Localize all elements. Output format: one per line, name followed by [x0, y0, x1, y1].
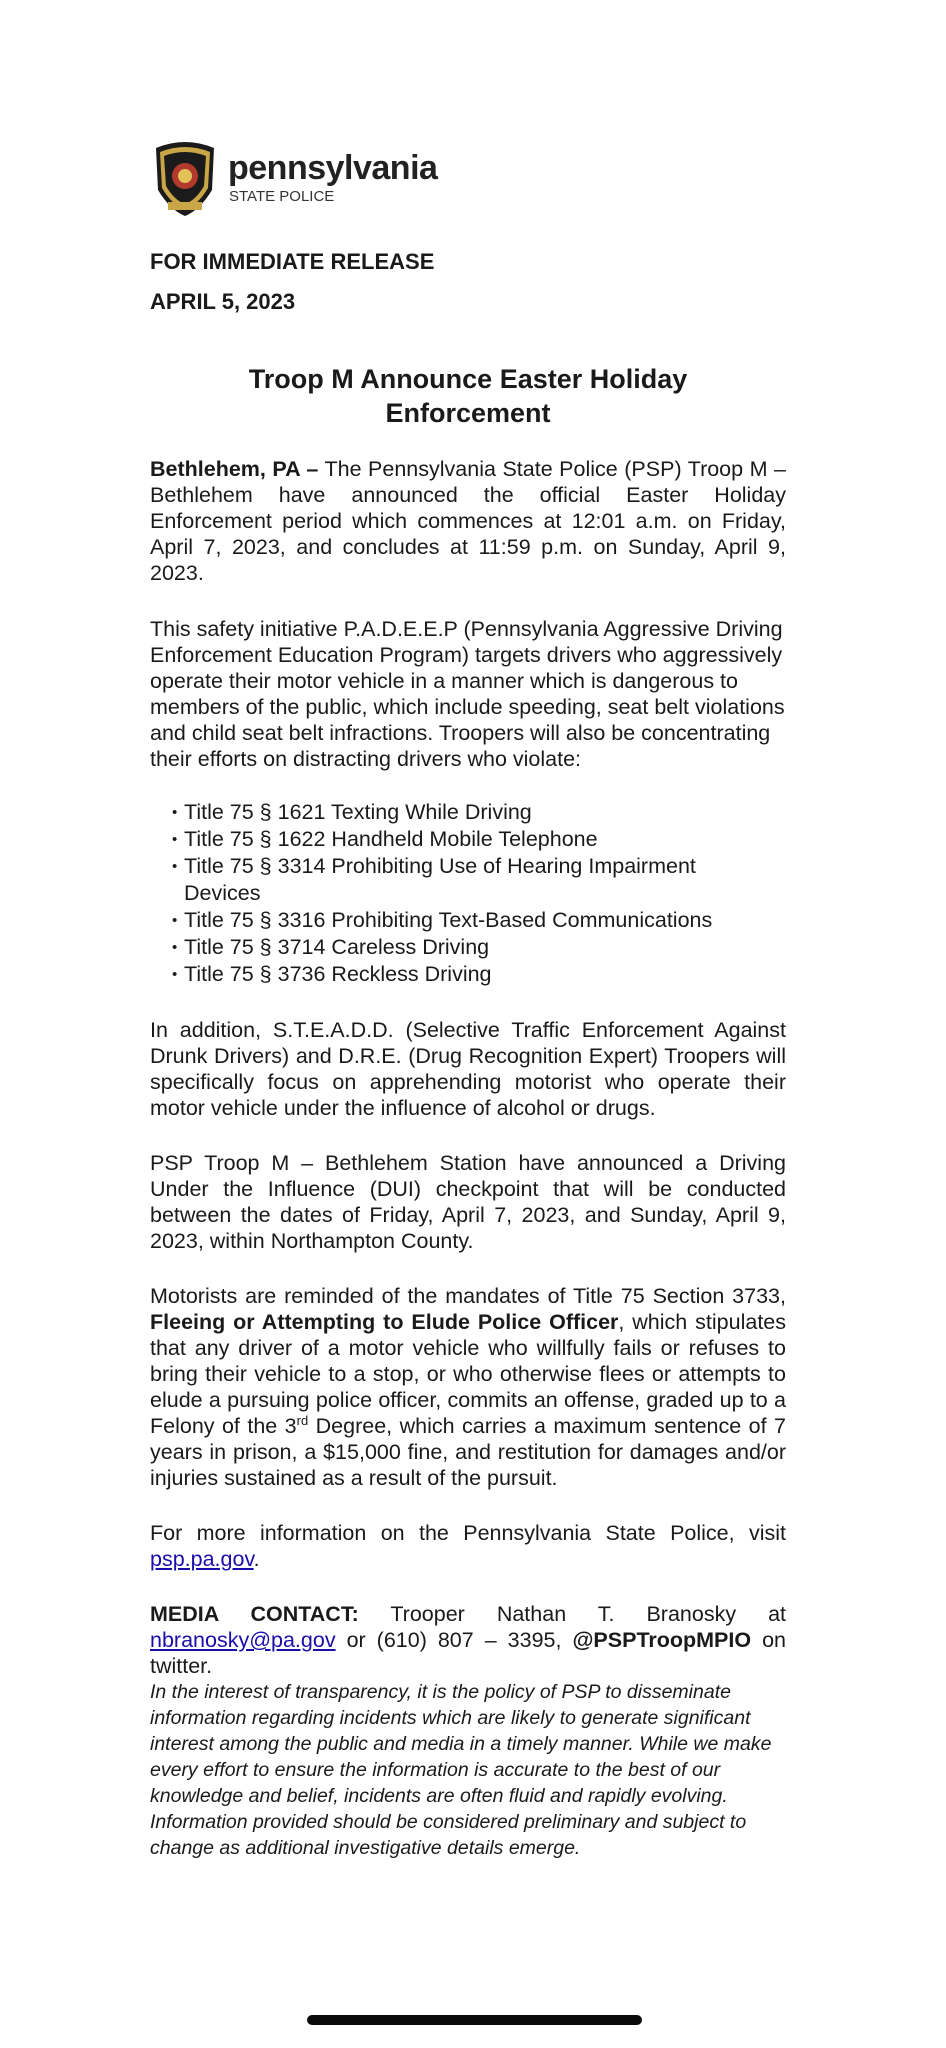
paragraph-checkpoint: PSP Troop M – Bethlehem Station have announced a Driving Under the Influence (DUI) checkpoint that will be conducted between the dates of Friday, April 7, 2023, and Sunday, April 9, 2023, within Northampton County. — [150, 1151, 786, 1253]
violation-list — [150, 799, 786, 988]
ordinal-suffix: rd — [296, 1412, 309, 1428]
media-contact — [150, 1601, 786, 1679]
release-block — [150, 242, 786, 322]
logo-subtitle: STATE POLICE — [229, 188, 335, 205]
paragraph-steadd: In addition, S.T.E.A.D.D. (Selective Traffic Enforcement Against Drunk Drivers) and D.R.E. (Drug Recognition Expert) Troopers will specifically focus on apprehending motorist who operate their motor vehicle under the influence of alcohol or drugs. — [150, 1018, 786, 1120]
media-contact-text: Trooper Nathan T. Branosky at — [358, 1602, 786, 1626]
headline — [150, 362, 786, 430]
twitter-handle: @PSPTroopMPIO — [572, 1628, 752, 1652]
paragraph-fleeing — [150, 1283, 786, 1491]
logo-wordmark — [228, 149, 437, 207]
release-label: FOR IMMEDIATE RELEASE — [150, 249, 435, 274]
list-item: • Title 75 § 3714 Careless Driving — [172, 934, 786, 961]
media-phone: or (610) 807 – 3395, — [335, 1628, 573, 1652]
psp-logo — [150, 136, 450, 220]
email-link[interactable]: nbranosky@pa.gov — [150, 1628, 336, 1652]
transparency-disclaimer: In the interest of transparency, it is the policy of PSP to disseminate information regarding incidents which are likely to generate significant interest among the public and media in a timely manner. While we make every effort to ensure the information is accurate to the best of our knowledge and belief, incidents are often fluid and rapidly evolving. Information provided should be considered preliminary and subject to change as additional investigative details emerge. — [150, 1681, 772, 1859]
paragraph-intro — [150, 456, 786, 586]
list-item: • Title 75 § 1622 Handheld Mobile Telephone — [172, 826, 786, 853]
headline-line-1: Troop M Announce Easter Holiday — [248, 364, 688, 394]
dateline: Bethlehem, PA – — [150, 457, 319, 481]
fleeing-offense: Fleeing or Attempting to Elude Police Officer — [150, 1310, 619, 1334]
list-item: • Title 75 § 1621 Texting While Driving — [172, 799, 786, 826]
intro-text: The Pennsylvania State Police (PSP) Troop M – Bethlehem have announced the official Easter Holiday Enforcement period which commences at 12:01 a.m. on Friday, April 7, 2023, and concludes at 11:59 p.m. on Sunday, April 9, 2023. — [150, 457, 787, 585]
release-date: APRIL 5, 2023 — [150, 289, 296, 314]
paragraph-more-info — [150, 1520, 786, 1572]
headline-line-2: Enforcement — [385, 398, 551, 428]
list-item-text: Title 75 § 3314 Prohibiting Use of Hearing Impairment Devices — [184, 854, 696, 905]
psp-badge-icon — [150, 138, 220, 218]
media-contact-label: MEDIA CONTACT: — [150, 1602, 359, 1626]
fleeing-text-2: , which stipulates that any driver of a motor vehicle who willfully fails or refuses to bring their vehicle to a stop, or who otherwise flees or attempts to elude a pursuing police officer, commits an offense, graded up to a Felony of the 3 — [150, 1310, 786, 1438]
more-info-text: For more information on the Pennsylvania State Police, visit — [150, 1521, 786, 1545]
list-item: • Title 75 § 3316 Prohibiting Text-Based Communications — [172, 907, 786, 934]
home-indicator[interactable] — [307, 2015, 642, 2025]
fleeing-text-3: Degree, which carries a maximum sentence of 7 years in prison, a $15,000 fine, and restitution for damages and/or injuries sustained as a result of the pursuit. — [150, 1414, 786, 1490]
media-contact-block — [150, 1601, 786, 1861]
psp-website-link[interactable]: psp.pa.gov — [150, 1547, 254, 1571]
fleeing-text-1: Motorists are reminded of the mandates of Title 75 Section 3733, — [150, 1284, 786, 1308]
more-info-end: . — [253, 1547, 260, 1571]
list-item: • Title 75 § 3736 Reckless Driving — [172, 961, 786, 988]
press-release — [150, 136, 786, 1861]
paragraph-padeep: This safety initiative P.A.D.E.E.P (Pennsylvania Aggressive Driving Enforcement Education Program) targets drivers who aggressively operate their motor vehicle in a manner which is dangerous to members of the public, which include speeding, seat belt violations and child seat belt infractions. Troopers will also be concentrating their efforts on distracting drivers who violate: — [150, 617, 785, 771]
list-item — [172, 853, 786, 907]
media-tail: on twitter. — [150, 1628, 787, 1678]
logo-name: pennsylvania — [228, 149, 438, 187]
